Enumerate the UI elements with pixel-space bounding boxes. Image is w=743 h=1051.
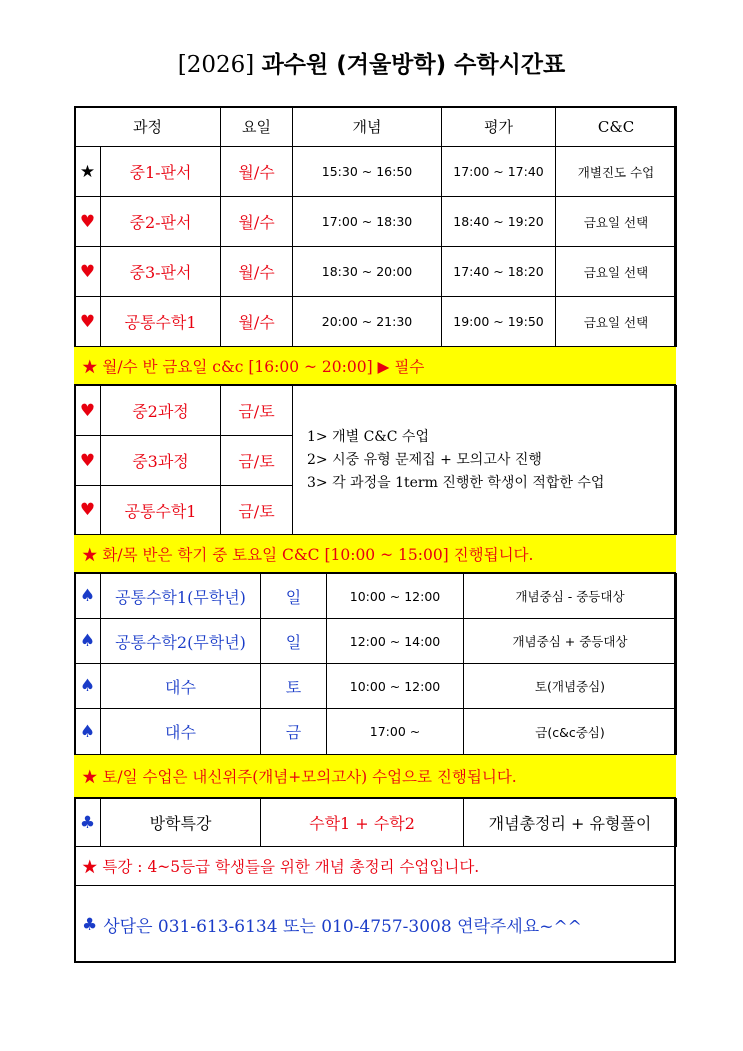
course-days: 금/토: [221, 486, 293, 535]
spade-icon: ♠: [75, 619, 101, 664]
spade-icon: ♠: [75, 574, 101, 619]
table-row: [75, 247, 677, 297]
course-days: 월/수: [221, 247, 293, 297]
contact-text: 상담은 031-613-6134 또는 010-4757-3008 연락주세요~^^: [103, 917, 582, 937]
course-name: 대수: [101, 709, 261, 755]
course-name: 공통수학1: [101, 297, 221, 347]
page-title: [0, 46, 743, 79]
concept-time: 20:00 ~ 21:30: [293, 297, 442, 347]
note-banner-3: ★ 토/일 수업은 내신위주(개념+모의고사) 수업으로 진행됩니다.: [74, 754, 676, 798]
club-icon: ♣: [75, 799, 101, 847]
cc-note: 금요일 선택: [556, 297, 677, 347]
table-row: [75, 619, 677, 664]
table-row: [75, 664, 677, 709]
eval-time: 17:00 ~ 17:40: [442, 147, 556, 197]
class-time: 10:00 ~ 12:00: [327, 574, 464, 619]
class-desc: 개념중심 + 중등대상: [464, 619, 677, 664]
contact-line: [74, 886, 676, 963]
section-1: [74, 106, 676, 347]
special-desc: 개념총정리 + 유형풀이: [464, 799, 677, 847]
course-days: 월/수: [221, 147, 293, 197]
concept-time: 18:30 ~ 20:00: [293, 247, 442, 297]
class-time: 10:00 ~ 12:00: [327, 664, 464, 709]
schedule-table-3: [74, 573, 677, 755]
heart-icon: ♥: [75, 436, 101, 486]
eval-time: 18:40 ~ 19:20: [442, 197, 556, 247]
concept-time: 17:00 ~ 18:30: [293, 197, 442, 247]
heart-icon: ♥: [75, 197, 101, 247]
course-day: 일: [261, 619, 327, 664]
heart-icon: ♥: [75, 386, 101, 436]
course-name: 공통수학1(무학년): [101, 574, 261, 619]
course-name: 중2과정: [101, 386, 221, 436]
table-row: [75, 147, 677, 197]
eval-time: 17:40 ~ 18:20: [442, 247, 556, 297]
club-icon: ♣: [82, 914, 98, 935]
cc-notes: [293, 386, 677, 535]
spade-icon: ♠: [75, 664, 101, 709]
course-days: 금/토: [221, 436, 293, 486]
title-year: [2026]: [177, 52, 255, 78]
course-days: 월/수: [221, 197, 293, 247]
schedule-table-2: [74, 385, 677, 535]
table-row: [75, 386, 677, 436]
course-name: 중2-판서: [101, 197, 221, 247]
course-name: 공통수학1: [101, 486, 221, 535]
class-time: 12:00 ~ 14:00: [327, 619, 464, 664]
heart-icon: ♥: [75, 247, 101, 297]
cc-note-line: 3> 각 과정을 1term 진행한 학생이 적합한 수업: [307, 474, 605, 491]
course-name: 대수: [101, 664, 261, 709]
header-days: 요일: [221, 107, 293, 147]
heart-icon: ♥: [75, 486, 101, 535]
header-eval: 평가: [442, 107, 556, 147]
course-day: 토: [261, 664, 327, 709]
course-days: 월/수: [221, 297, 293, 347]
cc-note: 개별진도 수업: [556, 147, 677, 197]
header-concept: 개념: [293, 107, 442, 147]
class-desc: 개념중심 - 중등대상: [464, 574, 677, 619]
table-row: [75, 709, 677, 755]
class-desc: 토(개념중심): [464, 664, 677, 709]
class-time: 17:00 ~: [327, 709, 464, 755]
table-row: [75, 799, 677, 847]
class-desc: 금(c&c중심): [464, 709, 677, 755]
eval-time: 19:00 ~ 19:50: [442, 297, 556, 347]
special-name: 방학특강: [101, 799, 261, 847]
star-icon: ★: [75, 147, 101, 197]
special-table: [74, 798, 677, 847]
title-text: 과수원 (겨울방학) 수학시간표: [261, 52, 566, 78]
heart-icon: ♥: [75, 297, 101, 347]
cc-note: 금요일 선택: [556, 247, 677, 297]
table-row: [75, 574, 677, 619]
course-day: 금: [261, 709, 327, 755]
cc-note-line: 1> 개별 C&C 수업: [307, 428, 429, 445]
concept-time: 15:30 ~ 16:50: [293, 147, 442, 197]
course-name: 중3과정: [101, 436, 221, 486]
table-row: [75, 197, 677, 247]
course-day: 일: [261, 574, 327, 619]
section-3: [74, 573, 676, 755]
special-subjects: 수학1 + 수학2: [261, 799, 464, 847]
note-banner-1: ★ 월/수 반 금요일 c&c [16:00 ~ 20:00] ▶ 필수: [74, 346, 676, 385]
cc-note-line: 2> 시중 유형 문제집 + 모의고사 진행: [307, 451, 542, 468]
note-banner-2: ★ 화/목 반은 학기 중 토요일 C&C [10:00 ~ 15:00] 진행됩니다.: [74, 534, 676, 573]
section-2: [74, 385, 676, 535]
header-row: [75, 107, 677, 147]
course-name: 중1-판서: [101, 147, 221, 197]
table-row: [75, 297, 677, 347]
note-4: ★ 특강 : 4~5등급 학생들을 위한 개념 총정리 수업입니다.: [74, 846, 676, 886]
course-days: 금/토: [221, 386, 293, 436]
course-name: 공통수학2(무학년): [101, 619, 261, 664]
schedule-table-1: [74, 106, 677, 347]
header-cc: C&C: [556, 107, 677, 147]
spade-icon: ♠: [75, 709, 101, 755]
course-name: 중3-판서: [101, 247, 221, 297]
special-section: [74, 798, 676, 847]
header-course: 과정: [75, 107, 221, 147]
cc-note: 금요일 선택: [556, 197, 677, 247]
